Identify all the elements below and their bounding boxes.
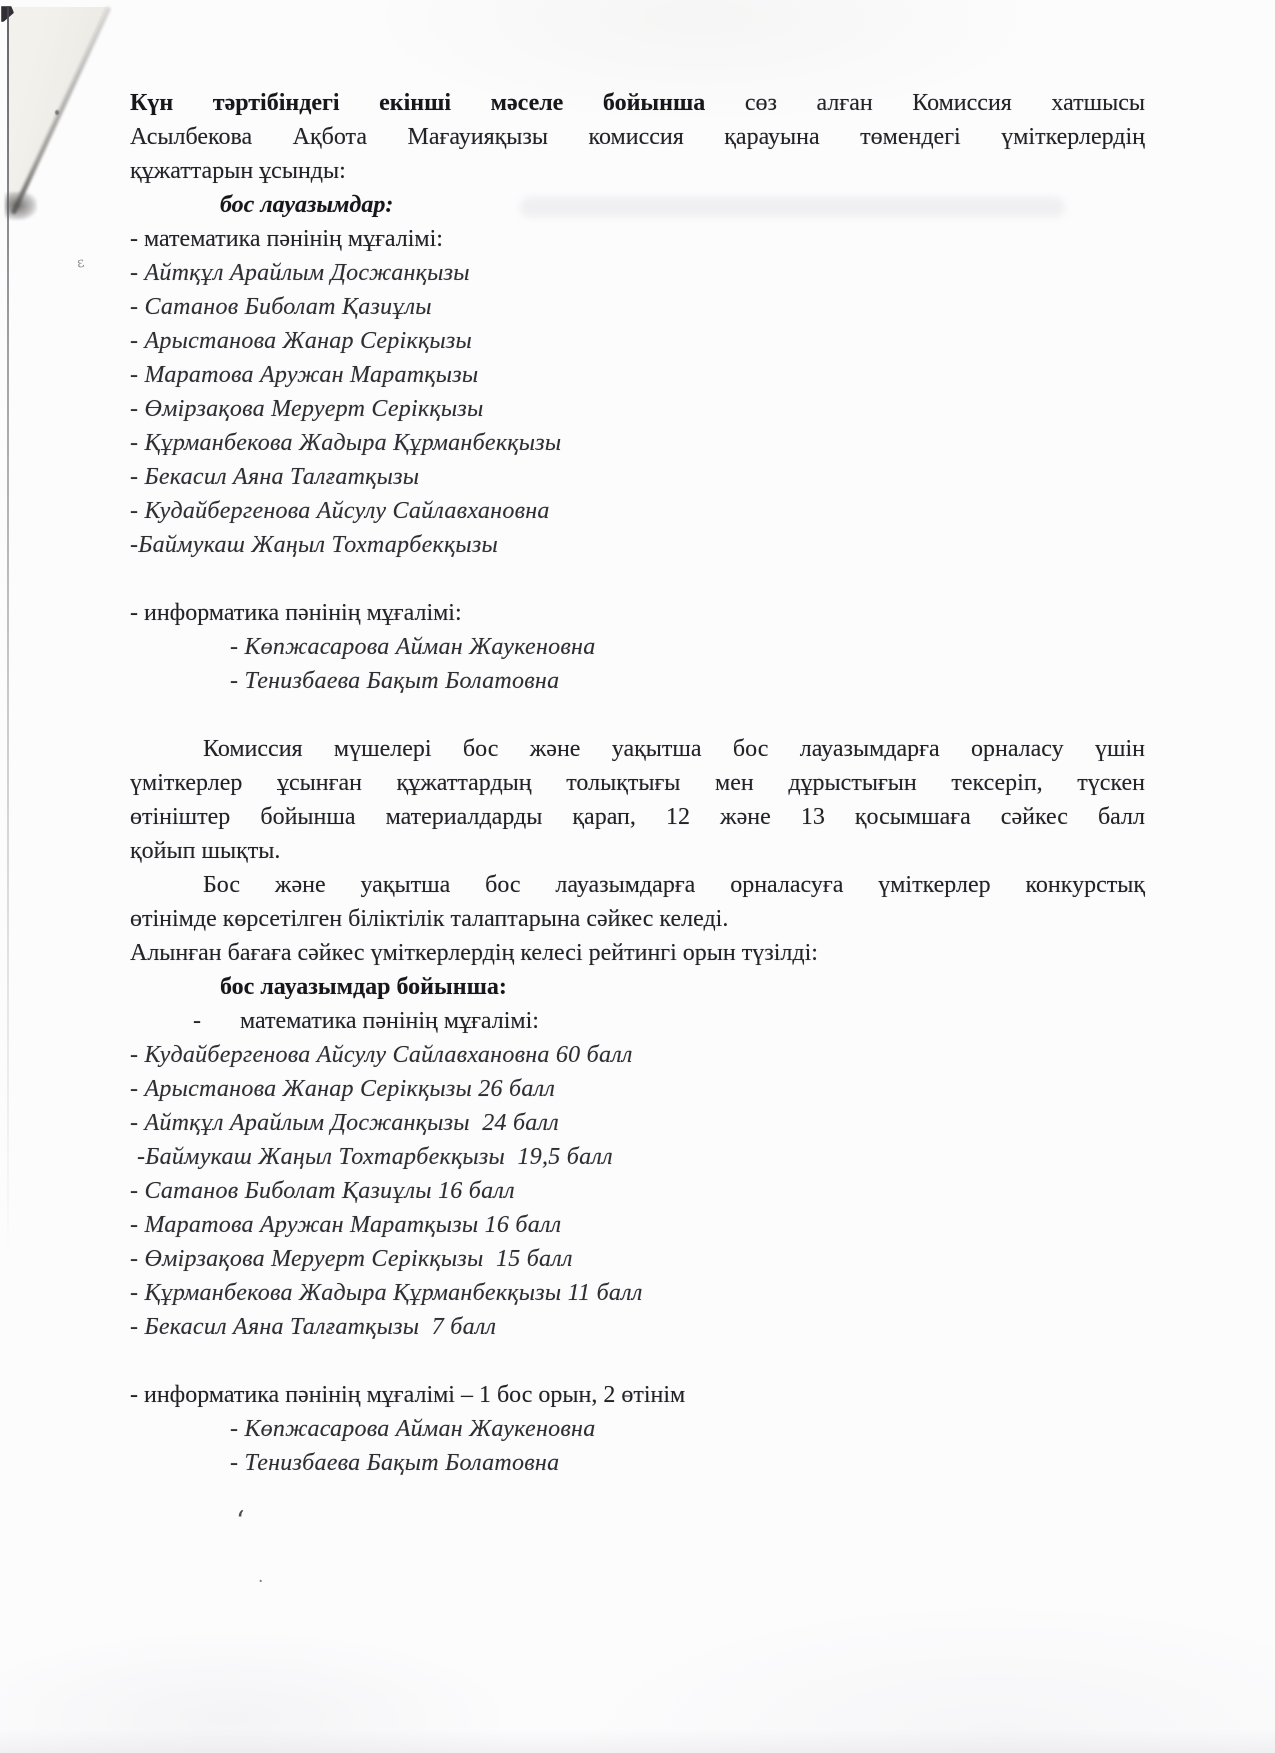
candidate-name: - Кудайбергенова Айсулу Сайлавхановна [130, 498, 550, 524]
stray-mark-dot: · [258, 1572, 264, 1592]
candidate-rating: -Баймукаш Жаңыл Тохтарбекқызы 19,5 балл [137, 1144, 613, 1170]
intro-rest-phrase: сөз алған Комиссия хатшысы [705, 90, 1145, 116]
subject-heading-math: - математика пәнінің мұғалімі: [130, 226, 443, 252]
stray-mark-squiggle: ε [75, 254, 86, 272]
candidate-name: - Өмірзақова Меруерт Серікқызы [130, 396, 484, 422]
paragraph-commission-line-4: қойып шықты. [130, 838, 281, 864]
candidate-name: - Арыстанова Жанар Серікқызы [130, 328, 473, 354]
rating-section-heading: бос лауазымдар бойынша: [220, 974, 507, 1000]
candidate-rating: - Маратова Аружан Маратқызы 16 балл [130, 1212, 562, 1238]
bottom-scan-shade [0, 1729, 1275, 1753]
candidate-rating: - Құрманбекова Жадыра Құрманбекқызы 11 балл [130, 1280, 643, 1306]
candidate-name: - Айтқұл Арайлым Досжанқызы [130, 260, 470, 286]
paragraph-match-line-2: өтінімде көрсетілген біліктілік талаптарына сәйкес келеді. [130, 906, 729, 932]
informatics-result-heading: - информатика пәнінің мұғалімі – 1 бос орын, 2 өтінім [130, 1382, 686, 1408]
intro-bold-phrase: Күн тәртібіндегі екінші мәселе бойынша [130, 90, 706, 116]
page-fold-shadow-blob [5, 192, 37, 220]
candidate-rating: - Айтқұл Арайлым Досжанқызы 24 балл [130, 1110, 559, 1136]
candidate-name: - Тенизбаева Бақыт Болатовна [230, 668, 560, 694]
intro-line-1 [130, 86, 1145, 120]
rating-intro-line: Алынған бағаға сәйкес үміткерлердің келесі рейтингі орын түзілді: [130, 940, 818, 966]
candidate-name: - Құрманбекова Жадыра Құрманбекқызы [130, 430, 562, 456]
candidate-rating: - Арыстанова Жанар Серікқызы 26 балл [130, 1076, 556, 1102]
candidate-rating: - Сатанов Биболат Қазиұлы 16 балл [130, 1178, 515, 1204]
rating-subject-label: математика пәнінің мұғалімі: [240, 1008, 539, 1034]
candidate-name: - Маратова Аружан Маратқызы [130, 362, 479, 388]
candidate-name: - Сатанов Биболат Қазиұлы [130, 294, 432, 320]
candidate-rating: - Өмірзақова Меруерт Серікқызы 15 балл [130, 1246, 573, 1272]
paragraph-commission-line-3: өтініштер бойынша материалдарды қарап, 12 және 13 қосымшаға сәйкес балл [130, 804, 1145, 830]
fold-speck [55, 110, 59, 115]
paragraph-commission-line-2: үміткерлер ұсынған құжаттардың толықтығы мен дұрыстығын тексеріп, түскен [130, 770, 1145, 796]
document-body [130, 86, 1145, 1480]
candidate-name: - Көпжасарова Айман Жаукеновна [230, 1416, 596, 1442]
intro-line-2: Асылбекова Ақбота Мағауияқызы комиссия қарауына төмендегі үміткерлердің [130, 124, 1145, 150]
section-heading-vacant-positions: бос лауазымдар: [220, 192, 394, 218]
paragraph-commission-line-1: Комиссия мүшелері бос және уақытша бос лауазымдарға орналасу үшін [203, 736, 1145, 762]
candidate-name: -Баймукаш Жаңыл Тохтарбекқызы [130, 532, 499, 558]
candidate-name: - Көпжасарова Айман Жаукеновна [230, 634, 596, 660]
list-dash: - [193, 1008, 201, 1034]
candidate-name: - Тенизбаева Бақыт Болатовна [230, 1450, 560, 1476]
candidate-rating: - Кудайбергенова Айсулу Сайлавхановна 60 балл [130, 1042, 633, 1068]
rating-subject-heading-math [193, 1004, 1145, 1038]
paragraph-match-line-1: Бос және уақытша бос лауазымдарға орналасуға үміткерлер конкурстық [203, 872, 1145, 898]
scanner-edge-line [7, 6, 9, 1261]
stray-mark-tick: ʻ [236, 1506, 245, 1537]
candidate-rating: - Бекасил Аяна Талғатқызы 7 балл [130, 1314, 497, 1340]
intro-line-3: құжаттарын ұсынды: [130, 158, 346, 184]
subject-heading-informatics: - информатика пәнінің мұғалімі: [130, 600, 462, 626]
candidate-name: - Бекасил Аяна Талғатқызы [130, 464, 420, 490]
